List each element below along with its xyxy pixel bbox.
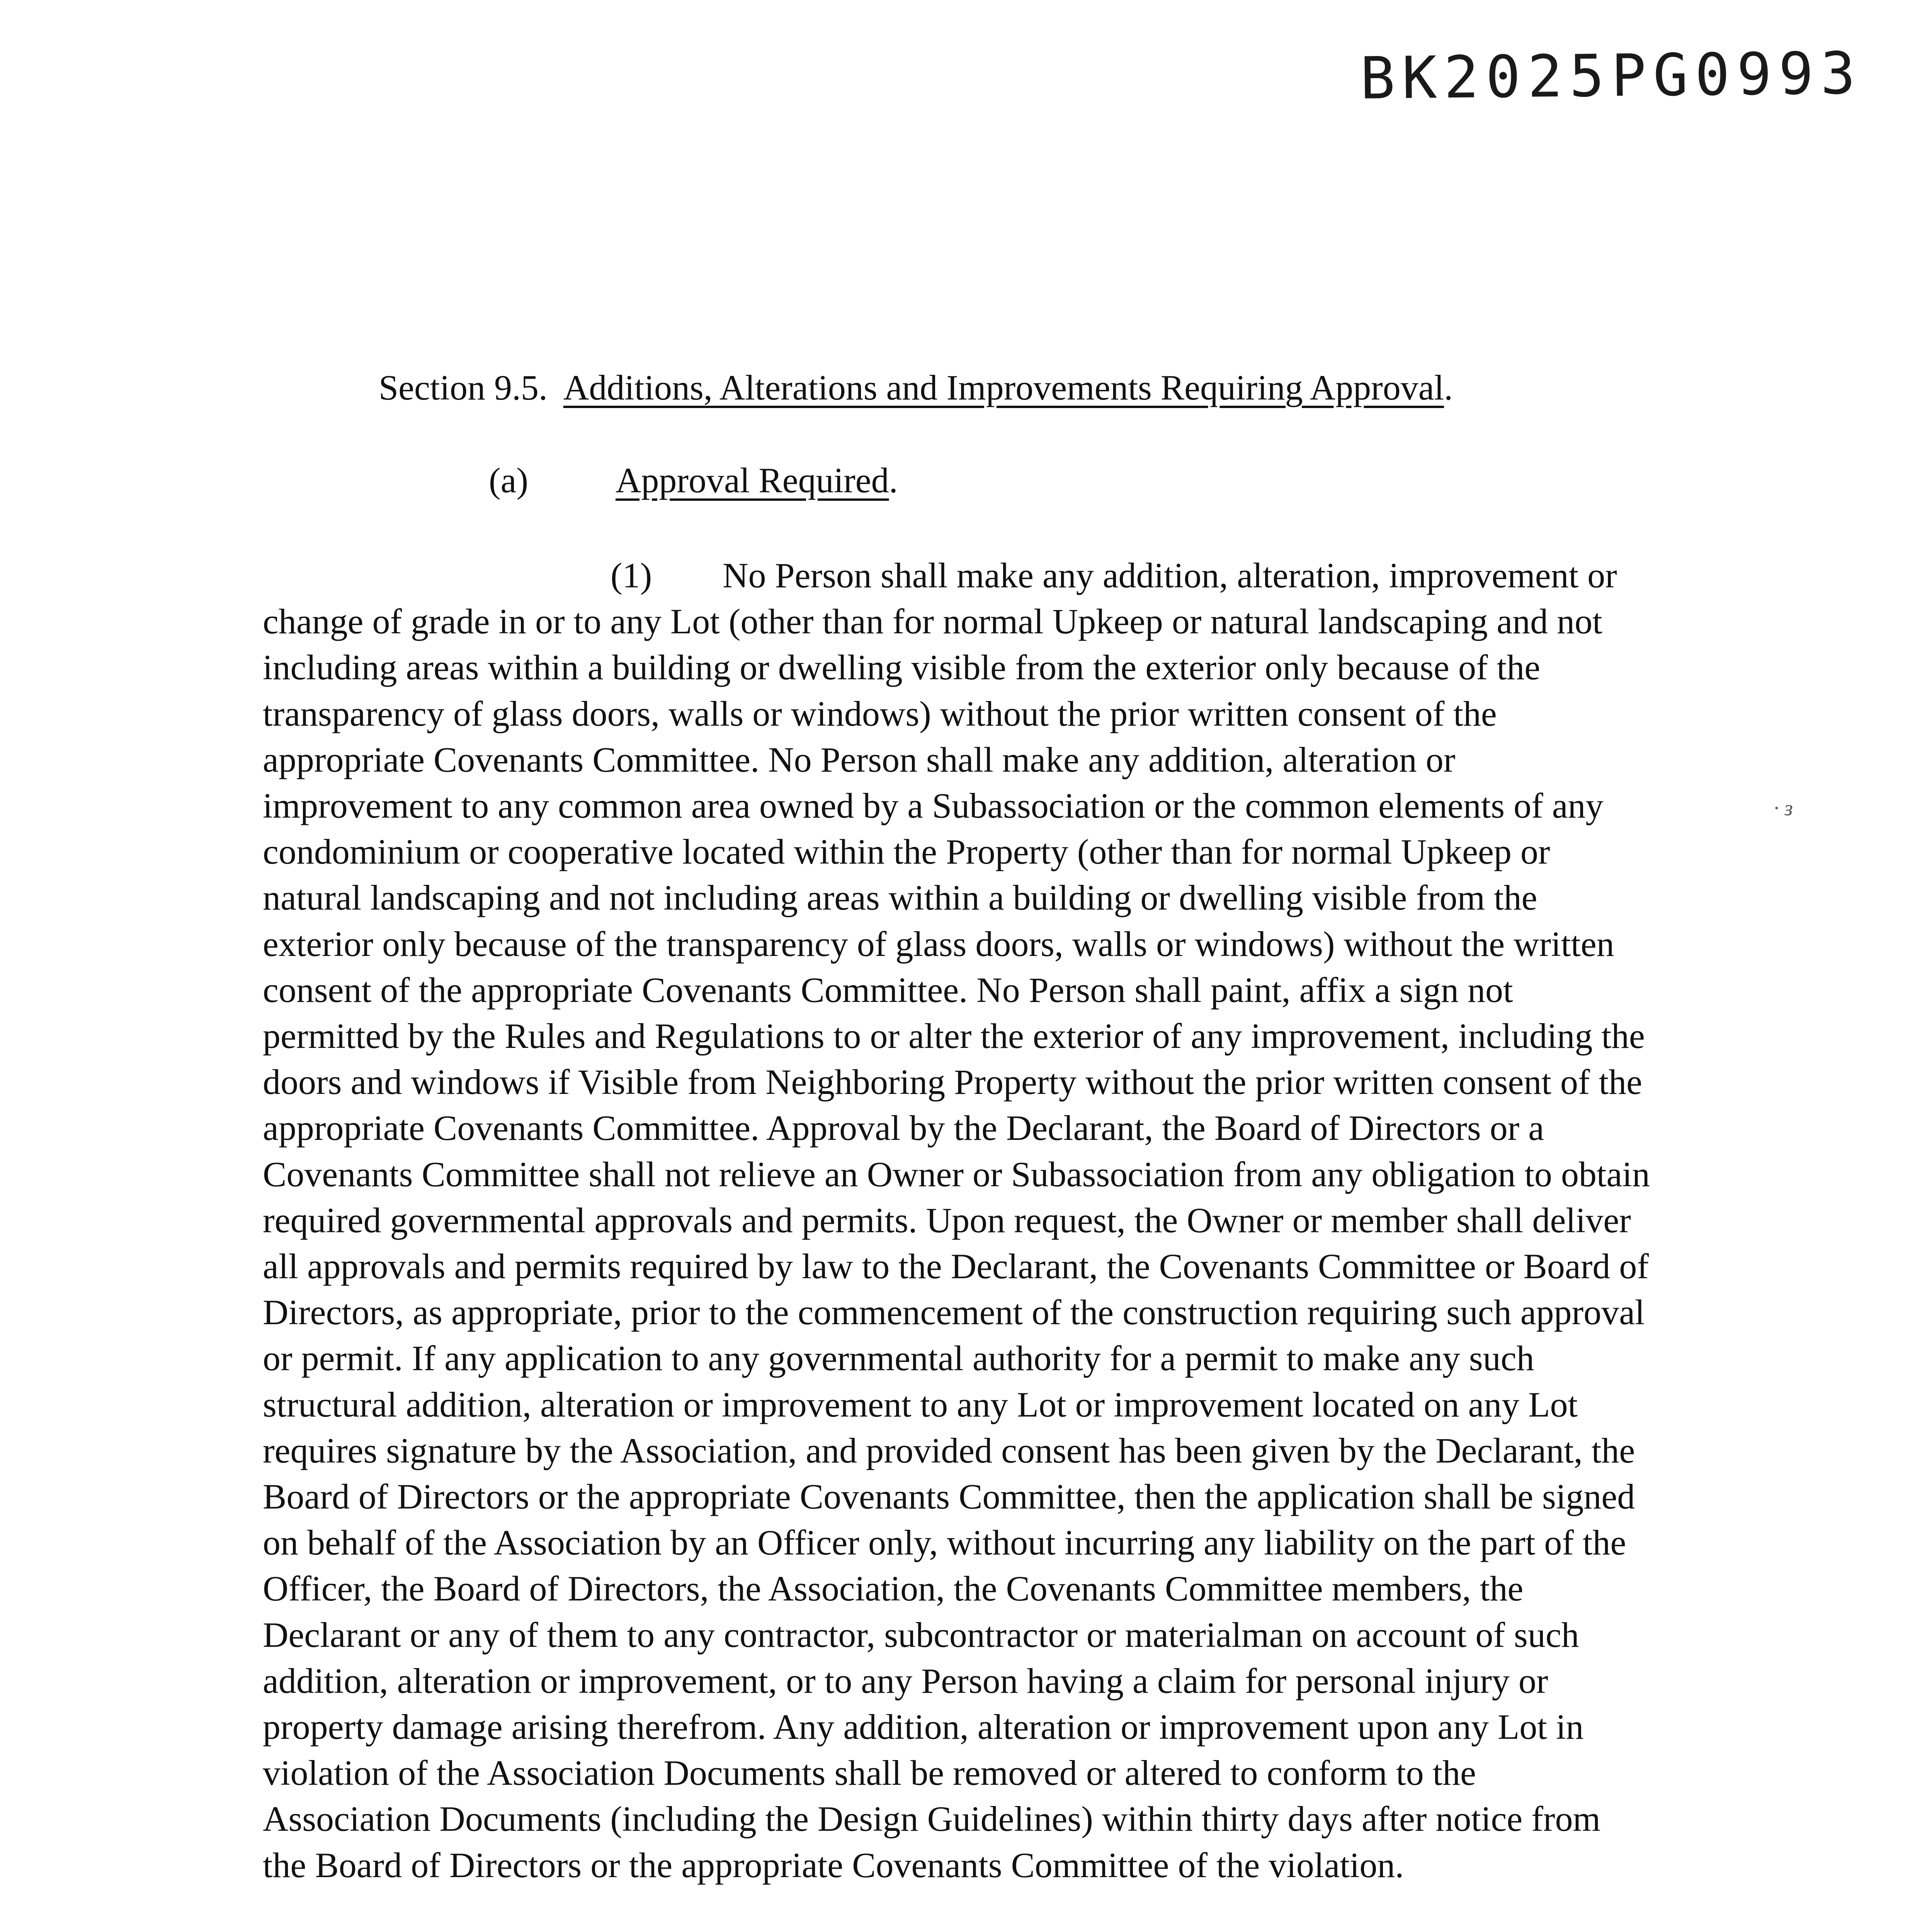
paragraph-line: Covenants Committee shall not relieve an Owner or Subassociation from any obligation to obtain [263,1154,1650,1194]
paragraph-line: the Board of Directors or the appropriate Covenants Committee of the violation. [263,1845,1404,1885]
paragraph-line: doors and windows if Visible from Neighboring Property without the prior written consent of the [263,1062,1642,1102]
paragraph-line: all approvals and permits required by law to the Declarant, the Covenants Committee or Board of [263,1247,1649,1286]
subsection-heading: (a) Approval Required. [489,461,898,500]
paragraph-line: violation of the Association Documents shall be removed or altered to conform to the [263,1753,1476,1793]
paragraph-line: improvement to any common area owned by a Subassociation or the common elements of any [263,786,1604,826]
paragraph-1 [263,553,1777,1888]
paragraph-line: structural addition, alteration or improvement to any Lot or improvement located on any Lot [263,1384,1578,1424]
paragraph-line: including areas within a building or dwelling visible from the exterior only because of the [263,648,1541,687]
paragraph-line: Board of Directors or the appropriate Covenants Committee, then the application shall be signed [263,1477,1635,1517]
paragraph-line: consent of the appropriate Covenants Committee. No Person shall paint, affix a sign not [263,970,1513,1010]
paragraph-line: or permit. If any application to any governmental authority for a permit to make any such [263,1338,1534,1378]
paragraph-line: requires signature by the Association, and provided consent has been given by the Declarant, the [263,1430,1635,1470]
paragraph-line: Directors, as appropriate, prior to the commencement of the construction requiring such approval [263,1293,1645,1332]
margin-mark: · ɜ [1774,796,1793,820]
section-number: Section 9.5. [379,368,548,407]
paragraph-line: Officer, the Board of Directors, the Association, the Covenants Committee members, the [263,1569,1524,1609]
paragraph-line: change of grade in or to any Lot (other than for normal Upkeep or natural landscaping and not [263,602,1602,641]
section-heading: Section 9.5. Additions, Alterations and Improvements Requiring Approval. [379,368,1453,407]
paragraph-line: required governmental approvals and permits. Upon request, the Owner or member shall deliver [263,1200,1631,1240]
paragraph-line: Declarant or any of them to any contractor, subcontractor or materialman on account of such [263,1615,1579,1655]
paragraph-line: transparency of glass doors, walls or windows) without the prior written consent of the [263,694,1497,733]
paragraph-line: appropriate Covenants Committee. Approval by the Declarant, the Board of Directors or a [263,1108,1544,1148]
paragraph-line: on behalf of the Association by an Officer only, without incurring any liability on the part of the [263,1523,1626,1563]
paragraph-line: condominium or cooperative located within the Property (other than for normal Upkeep or [263,832,1550,872]
paragraph-line: natural landscaping and not including areas within a building or dwelling visible from the [263,878,1537,918]
subsection-label: (a) [489,461,529,500]
paragraph-line: Association Documents (including the Design Guidelines) within thirty days after notice from [263,1799,1601,1839]
paragraph-line: addition, alteration or improvement, or to any Person having a claim for personal injury or [263,1661,1548,1701]
paragraph-line: permitted by the Rules and Regulations to or alter the exterior of any improvement, including the [263,1016,1645,1056]
paragraph-line: (1) No Person shall make any addition, alteration, improvement or [263,553,1777,599]
subsection-title: Approval Required [615,461,889,500]
paragraph-line: exterior only because of the transparency of glass doors, walls or windows) without the written [263,924,1614,964]
section-title: Additions, Alterations and Improvements Requiring Approval [563,368,1444,407]
book-page-stamp: BK2025PG0993 [1360,40,1863,112]
paragraph-line: property damage arising therefrom. Any addition, alteration or improvement upon any Lot in [263,1707,1584,1747]
paragraph-line: appropriate Covenants Committee. No Person shall make any addition, alteration or [263,740,1456,779]
paragraph-number: (1) [611,556,652,595]
